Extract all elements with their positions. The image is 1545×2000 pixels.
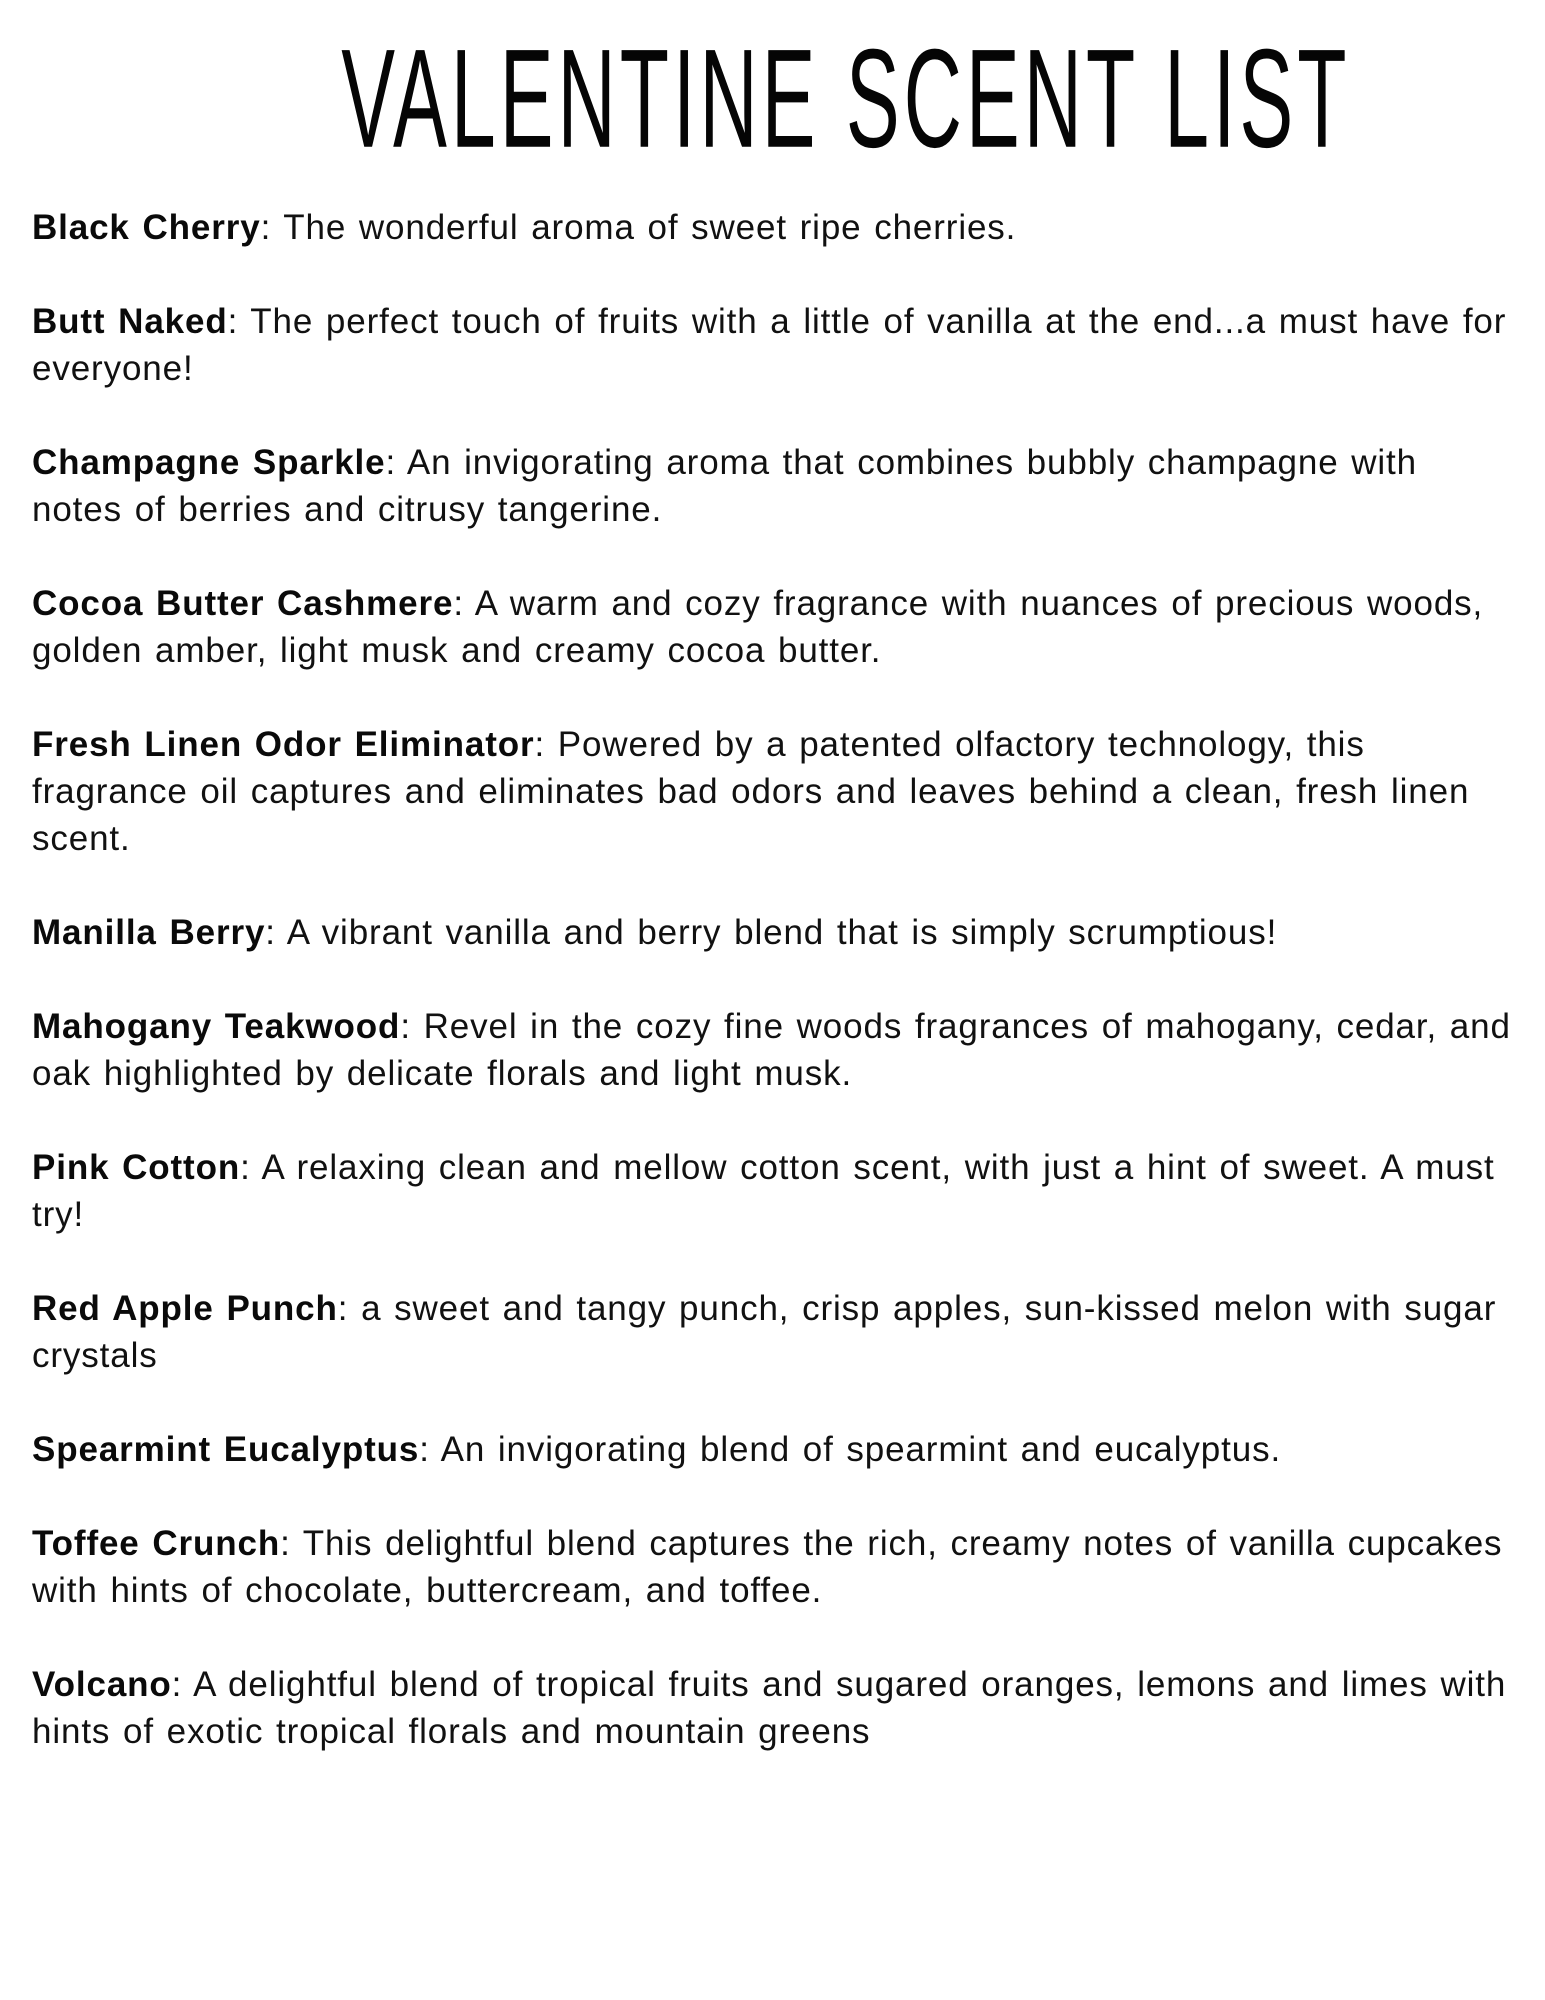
scent-item [32,1661,1514,1755]
scent-item [32,1144,1514,1238]
scent-description: A warm and cozy fragrance with nuances of precious woods, golden amber, light musk and creamy cocoa butter. [32,584,1484,670]
scent-item [32,204,1514,251]
scent-name-colon: : [453,584,464,623]
scent-name: Black Cherry [32,208,261,247]
scent-name: Butt Naked [32,302,228,341]
scent-name: Mahogany Teakwood [32,1007,401,1046]
scent-name-colon: : [337,1289,349,1328]
scent-name: Volcano [32,1665,172,1704]
scent-name-colon: : [265,913,276,952]
scent-description: An invigorating blend of spearmint and eucalyptus. [440,1430,1282,1469]
scent-name-colon: : [280,1524,291,1563]
scent-name: Champagne Sparkle [32,443,386,482]
page-title [32,19,1515,177]
page-header [32,19,1515,178]
scent-item [32,580,1514,674]
scent-description: Revel in the cozy fine woods fragrances of mahogany, cedar, and oak highlighted by delicate florals and light musk. [32,1007,1511,1093]
page-title-text: VALENTINE SCENT LIST [341,19,1351,177]
scent-item [32,1285,1514,1379]
scent-item [32,909,1514,956]
scent-name: Pink Cotton [32,1148,241,1187]
scent-item [32,298,1514,392]
scent-name: Red Apple Punch [32,1289,338,1328]
scent-name-colon: : [385,443,397,482]
scent-name-colon: : [400,1007,411,1046]
scent-item [32,1426,1514,1473]
scent-list [32,204,1514,1755]
scent-name: Cocoa Butter Cashmere [32,584,454,623]
scent-description: A delightful blend of tropical fruits and sugared oranges, lemons and limes with hints of exotic tropical florals and mountain greens [32,1665,1507,1751]
scent-name: Spearmint Eucalyptus [32,1430,420,1469]
scent-description: A relaxing clean and mellow cotton scent, with just a hint of sweet. A must try! [32,1148,1495,1234]
scent-description: The wonderful aroma of sweet ripe cherries. [283,208,1017,247]
scent-description: A vibrant vanilla and berry blend that is simply scrumptious! [286,913,1278,952]
scent-item [32,1003,1514,1097]
scent-item [32,721,1514,862]
scent-item [32,439,1514,533]
scent-item [32,1520,1514,1614]
scent-name-colon: : [260,208,272,247]
scent-name: Fresh Linen Odor Eliminator [32,725,535,764]
scent-description: An invigorating aroma that combines bubbly champagne with notes of berries and citrusy tangerine. [32,443,1417,529]
scent-name-colon: : [534,725,546,764]
scent-name: Manilla Berry [32,913,266,952]
scent-description: Powered by a patented olfactory technology, this fragrance oil captures and eliminates bad odors and leaves behind a clean, fresh linen scent. [32,725,1470,858]
scent-name: Toffee Crunch [32,1524,281,1563]
scent-name-colon: : [171,1665,183,1704]
scent-description: The perfect touch of fruits with a little of vanilla at the end...a must have for everyone! [32,302,1507,388]
scent-name-colon: : [227,302,239,341]
scent-description: a sweet and tangy punch, crisp apples, sun-kissed melon with sugar crystals [32,1289,1497,1375]
scent-description: This delightful blend captures the rich, creamy notes of vanilla cupcakes with hints of chocolate, buttercream, and toffee. [32,1524,1503,1610]
scent-name-colon: : [419,1430,430,1469]
scent-name-colon: : [240,1148,251,1187]
